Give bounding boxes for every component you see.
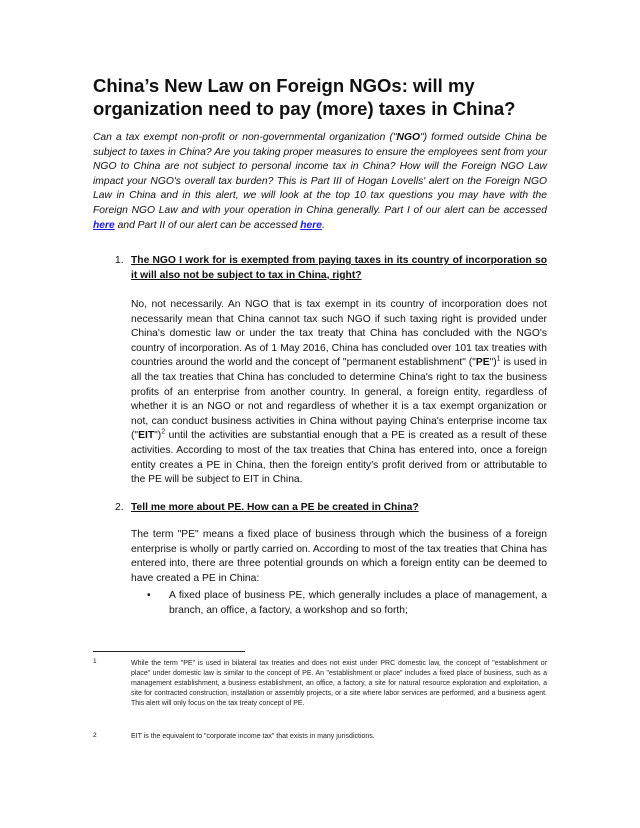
intro-text: and Part II of our alert can be accessed xyxy=(114,219,301,231)
part-one-link[interactable]: here xyxy=(93,219,115,231)
question-2-heading: Tell me more about PE. How can a PE be created in China? xyxy=(131,502,419,513)
footnote-2-text: EIT is the equivalent to "corporate income tax" that exists in many jurisdictions. xyxy=(131,733,375,740)
answer-text: ") xyxy=(154,430,162,442)
eit-term: EIT xyxy=(138,430,155,442)
part-two-link[interactable]: here xyxy=(300,219,322,231)
question-2-answer: The term "PE" means a fixed place of business through which the business of a foreign enterprise is wholly or partly carried on. According to most of the tax treaties that China has entered into, there are three potential grounds on which a foreign entity can be deemed to have created a PE in China: xyxy=(131,529,547,584)
question-2-number: 2. xyxy=(115,502,124,513)
intro-paragraph xyxy=(93,131,547,233)
footnote-ref-1[interactable]: 1 xyxy=(496,355,501,363)
question-1-heading: The NGO I work for is exempted from paying taxes in its country of incorporation so it will also not be subject to tax in China, right? xyxy=(131,255,547,281)
answer-text: No, not necessarily. An NGO that is tax exempt in its country of incorporation does not necessarily mean that China cannot tax such NGO if such taxing right is provided under China's domestic law or under the tax treaty that China has concluded with the NGO's country of incorporation. As of 1 May 2016, China has concluded over 101 tax treaties with countries around the world and the concept of "permanent establishment" (" xyxy=(131,299,547,369)
answer-text: ") xyxy=(489,357,497,369)
footnote-1-marker: 1 xyxy=(93,658,97,665)
answer-text: is used in all the tax treaties that China has concluded to determine China's right to tax the business profits of an enterprise from another country. In general, a foreign entity, regardless of whether it is an NGO or not and regardless of whether it is a tax exempt organization or not, can conduct business activities in China without paying China's enterprise income tax (" xyxy=(131,357,547,442)
question-1-answer xyxy=(131,298,547,488)
bullet-marker: • xyxy=(147,590,151,601)
footnote-2-marker: 2 xyxy=(93,732,97,739)
intro-text: ") formed outside China be subject to taxes in China? Are you taking proper measures to ensure the employees sent from your NGO to China are not subject to personal income tax in China? How will the Foreign NGO Law impact your NGO's overall tax burden? This is Part III of Hogan Lovells' alert on the Foreign NGO Law in China and in this alert, we will look at the top 10 tax questions you may have with the Foreign NGO Law and with your operation in China generally. Part I of our alert can be accessed xyxy=(93,132,547,216)
answer-text: until the activities are substantial enough that a PE is created as a result of these activities. According to most of the tax treaties that China has entered into, once a foreign entity creates a PE in China, then the foreign entity's profit derived from or attributable to the PE will be subject to EIT in China. xyxy=(131,430,547,486)
intro-text: Can a tax exempt non-profit or non-governmental organization (" xyxy=(93,132,397,143)
footnote-1-text: While the term "PE" is used in bilateral tax treaties and does not exist under PRC domestic law, the concept of "establishment or place" under domestic law is similar to the concept of PE. An "establishment or place" includes a fixed place of business, such as a management establishment, a business establishment, an office, a factory, a site for natural resource exploration and exploitation, a site for contracted construction, installation or assembly projects, or a site where labor services are performed, and a business agent. This alert will only focus on the tax treaty concept of PE. xyxy=(131,660,547,707)
footnote-ref-2[interactable]: 2 xyxy=(161,428,166,436)
footnote-separator xyxy=(93,651,245,652)
question-1-number: 1. xyxy=(115,255,124,266)
bullet-fixed-place-pe: A fixed place of business PE, which generally includes a place of management, a branch, an office, a factory, a workshop and so forth; xyxy=(169,590,547,616)
intro-text: . xyxy=(321,219,325,231)
page-title: China’s New Law on Foreign NGOs: will my organization need to pay (more) taxes in China? xyxy=(93,75,516,119)
ngo-term: NGO xyxy=(396,132,421,143)
pe-term: PE xyxy=(475,357,490,369)
